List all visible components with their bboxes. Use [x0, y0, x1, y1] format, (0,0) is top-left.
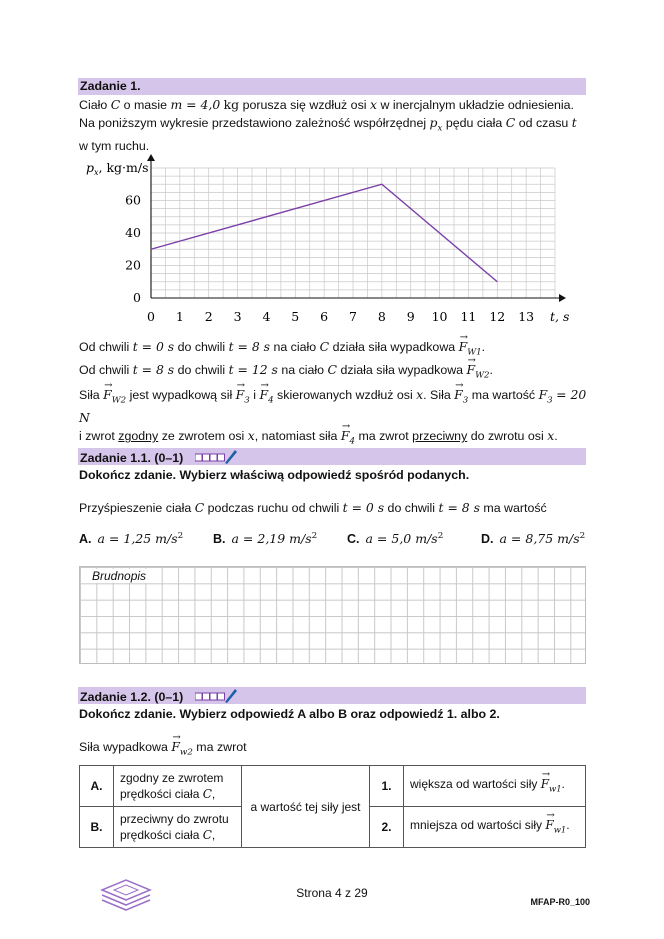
momentum-chart — [0, 152, 664, 332]
middle-text: a wartość tej siły jest — [242, 766, 370, 848]
task11-question: Przyśpieszenie ciała 𝐶 podczas ruchu od chwili t = 0 s do chwili t = 8 s ma wartość — [79, 500, 547, 515]
answer-b[interactable]: B. a = 2,19 $m/s^2$ — [213, 531, 318, 547]
task1-intro: Ciało 𝐶 o masie m = 4,0 kg porusza się wzdłuż osi x w inercjalnym układzie odniesienia. Na poniższym wykresie przedstawiono zależność współrzędnej $p_x$ pędu ciała 𝐶 od czasu t w tym ruchu. — [79, 97, 577, 154]
option-2-label[interactable]: 2. — [370, 807, 404, 848]
y-tick-label: 40 — [125, 225, 141, 240]
y-tick-label: 0 — [133, 290, 141, 305]
option-2-text[interactable]: mniejsza od wartości siły → $F_{w1}$. — [404, 807, 586, 848]
option-1-text[interactable]: większa od wartości siły → $F_{w1}$. — [404, 766, 586, 807]
task11-header: Zadanie 1.1. (0–1) — [78, 448, 586, 465]
chart-ticks — [125, 193, 534, 325]
x-tick-label: 8 — [377, 309, 386, 324]
scratch-area[interactable] — [79, 566, 586, 664]
y-tick-label: 20 — [125, 257, 141, 273]
answer-d[interactable]: D. a = 8,75 $m/s^2$ — [481, 531, 586, 547]
forces-text-2: Siła → $F_{W2}$ jest wypadkową sił → $F_3$ $i \to F_4$ skierowanych wzdłuż osi x. Siła → $F_3$ ma wartość $F_3 = 20$ N i zwrot zgodny ze zwrotem osi x, natomiast siła → $F_4$ ma zwrot przeciwny do zwrotu osi x. — [79, 386, 589, 451]
answer-c[interactable]: C. a = 5,0 $m/s^2$ — [347, 531, 444, 547]
page-number: Strona 4 z 29 — [296, 886, 368, 900]
x-tick-label: 11 — [460, 309, 477, 324]
exam-code: MFAP-R0_100 — [530, 897, 590, 907]
x-tick-label: 6 — [320, 309, 329, 324]
x-tick-label: 2 — [204, 309, 213, 324]
chart-x-label: t, s — [550, 309, 570, 324]
option-b-label[interactable]: B. — [80, 807, 114, 848]
x-tick-label: 4 — [262, 309, 271, 324]
x-tick-label: 3 — [233, 309, 242, 324]
x-tick-label: 12 — [489, 309, 506, 324]
answer-a[interactable]: A. a = 1,25 $m/s^2$ — [79, 531, 184, 547]
option-1-label[interactable]: 1. — [370, 766, 404, 807]
option-a-label[interactable]: A. — [80, 766, 114, 807]
task1-header: Zadanie 1. — [78, 78, 586, 95]
task12-header: Zadanie 1.2. (0–1) — [78, 687, 586, 704]
x-tick-label: 9 — [406, 309, 415, 324]
x-tick-label: 1 — [175, 309, 184, 324]
option-a-text[interactable]: zgodny ze zwrotem prędkości ciała 𝐶, — [114, 766, 242, 807]
forces-text: Od chwili t = 0 s do chwili t = 8 s na ciało 𝐶 działa siła wypadkowa → $F_{W1}$. Od chwili t = 8 s do chwili t = 12 s na ciało 𝐶 działa siła wypadkowa → $F_{W2}$. — [79, 338, 589, 385]
chart-y-label: $p_x$, kg·m/s — [86, 160, 149, 177]
task12-stem: Siła wypadkowa → $F_{w2}$ ma zwrot — [79, 738, 589, 761]
x-tick-label: 10 — [431, 309, 448, 324]
task11-instruction: Dokończ zdanie. Wybierz właściwą odpowiedź spośród podanych. — [79, 468, 470, 482]
x-tick-label: 7 — [349, 309, 357, 324]
x-tick-label: 0 — [147, 309, 155, 324]
scratch-label: Brudnopis — [92, 569, 147, 583]
task12-instruction: Dokończ zdanie. Wybierz odpowiedź A albo B oraz odpowiedź 1. albo 2. — [79, 707, 500, 721]
y-tick-label: 60 — [125, 192, 141, 208]
x-axis-arrow — [559, 294, 566, 302]
answer-table — [79, 765, 586, 848]
option-b-text[interactable]: przeciwny do zwrotu prędkości ciała 𝐶, — [114, 807, 242, 848]
x-tick-label: 13 — [518, 309, 535, 324]
x-tick-label: 5 — [291, 309, 300, 324]
